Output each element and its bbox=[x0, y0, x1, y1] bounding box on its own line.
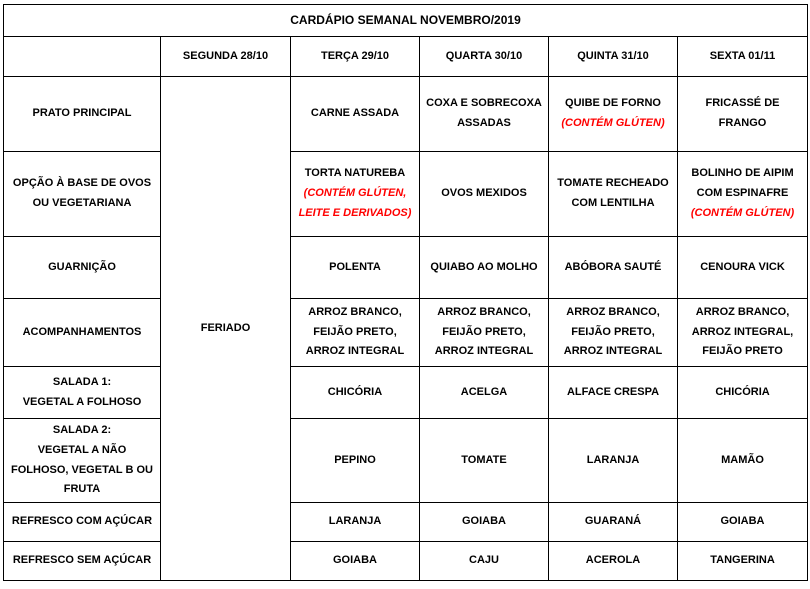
dish-name: OVOS MEXIDOS bbox=[441, 187, 527, 200]
menu-cell bbox=[420, 77, 549, 152]
dish-name: QUIABO AO MOLHO bbox=[430, 260, 538, 273]
menu-cell bbox=[420, 367, 549, 419]
holiday-cell: FERIADO bbox=[161, 77, 291, 581]
dish-name: CHICÓRIA bbox=[327, 385, 383, 398]
menu-cell bbox=[678, 367, 808, 419]
day-header-friday: SEXTA 01/11 bbox=[678, 37, 808, 77]
menu-cell bbox=[420, 542, 549, 581]
menu-cell bbox=[678, 503, 808, 542]
dish-name: TORTA NATUREBA bbox=[304, 167, 406, 180]
dish-name: COXA E SOBRECOXA ASSADAS bbox=[426, 97, 542, 129]
row-opcao-vegetariana bbox=[4, 152, 808, 237]
dish-name: QUIBE DE FORNO bbox=[565, 97, 661, 110]
row-refresco-com-acucar bbox=[4, 503, 808, 542]
menu-cell bbox=[420, 503, 549, 542]
allergen-warning: (CONTÉM GLÚTEN) bbox=[561, 117, 665, 129]
row-label-line: VEGETAL A FOLHOSO bbox=[22, 395, 142, 408]
menu-cell bbox=[291, 299, 420, 367]
dish-name: BOLINHO DE AIPIM COM ESPINAFRE bbox=[691, 167, 794, 200]
dish-name: CAJU bbox=[469, 554, 499, 567]
row-label-line: SALADA 1: bbox=[52, 375, 112, 388]
row-label-guarnicao: GUARNIÇÃO bbox=[4, 237, 161, 299]
row-label-opcao-vegetariana: OPÇÃO À BASE DE OVOS OU VEGETARIANA bbox=[4, 152, 161, 237]
row-label-refresco-sem-acucar: REFRESCO SEM AÇÚCAR bbox=[4, 542, 161, 581]
dish-name: TOMATE bbox=[461, 453, 507, 466]
dish-name: ABÓBORA SAUTÉ bbox=[564, 260, 662, 273]
dish-name: GOIABA bbox=[720, 515, 765, 528]
menu-cell bbox=[549, 299, 678, 367]
row-acompanhamentos bbox=[4, 299, 808, 367]
menu-cell bbox=[291, 77, 420, 152]
page-title: CARDÁPIO SEMANAL NOVEMBRO/2019 bbox=[4, 5, 808, 37]
menu-cell bbox=[549, 152, 678, 237]
menu-cell bbox=[678, 542, 808, 581]
menu-cell bbox=[420, 152, 549, 237]
weekly-menu-table bbox=[3, 4, 808, 581]
row-label-line: SALADA 2: bbox=[52, 424, 112, 436]
row-label-prato-principal: PRATO PRINCIPAL bbox=[4, 77, 161, 152]
day-header-monday: SEGUNDA 28/10 bbox=[161, 37, 291, 77]
dish-name: PEPINO bbox=[334, 453, 376, 466]
menu-cell bbox=[291, 367, 420, 419]
row-salada-2 bbox=[4, 419, 808, 503]
menu-cell bbox=[291, 419, 420, 503]
dish-name: LARANJA bbox=[586, 453, 640, 466]
allergen-warning: (CONTÉM GLÚTEN, bbox=[303, 187, 407, 200]
dish-name: ARROZ BRANCO, ARROZ INTEGRAL, FEIJÃO PRETO bbox=[691, 305, 794, 358]
menu-cell bbox=[420, 419, 549, 503]
day-header-tuesday: TERÇA 29/10 bbox=[291, 37, 420, 77]
row-refresco-sem-acucar bbox=[4, 542, 808, 581]
dish-name: MAMÃO bbox=[721, 453, 764, 466]
dish-name: ALFACE CRESPA bbox=[566, 385, 660, 398]
menu-cell bbox=[291, 152, 420, 237]
dish-name: GOIABA bbox=[462, 515, 506, 528]
dish-name: ARROZ BRANCO, FEIJÃO PRETO, ARROZ INTEGRAL bbox=[305, 305, 405, 358]
dish-name: POLENTA bbox=[329, 260, 381, 273]
row-label-refresco-com-acucar: REFRESCO COM AÇÚCAR bbox=[4, 503, 161, 542]
row-label-acompanhamentos: ACOMPANHAMENTOS bbox=[4, 299, 161, 367]
menu-cell bbox=[549, 503, 678, 542]
dish-name: CHICÓRIA bbox=[715, 385, 770, 398]
menu-cell bbox=[678, 419, 808, 503]
dish-name: CARNE ASSADA bbox=[310, 107, 400, 120]
allergen-warning: (CONTÉM GLÚTEN) bbox=[690, 206, 795, 219]
row-prato-principal bbox=[4, 77, 808, 152]
menu-cell bbox=[549, 237, 678, 299]
corner-empty-cell bbox=[4, 37, 161, 77]
menu-cell bbox=[678, 237, 808, 299]
dish-name: CENOURA VICK bbox=[700, 260, 785, 273]
dish-name: ACELGA bbox=[460, 385, 508, 398]
day-header-wednesday: QUARTA 30/10 bbox=[420, 37, 549, 77]
dish-name: GOIABA bbox=[333, 554, 377, 567]
allergen-warning: LEITE E DERIVADOS) bbox=[298, 206, 412, 219]
dish-name: LARANJA bbox=[328, 515, 382, 528]
menu-cell bbox=[291, 503, 420, 542]
row-salada-1 bbox=[4, 367, 808, 419]
row-label-line: VEGETAL A NÃO FOLHOSO, VEGETAL B OU FRUTA bbox=[11, 443, 153, 496]
row-label-salada-2 bbox=[4, 419, 161, 503]
dish-name: GUARANÁ bbox=[584, 515, 642, 528]
menu-cell bbox=[420, 237, 549, 299]
menu-cell bbox=[678, 77, 808, 152]
menu-cell bbox=[549, 542, 678, 581]
day-header-thursday: QUINTA 31/10 bbox=[549, 37, 678, 77]
title-row bbox=[4, 5, 808, 37]
dish-name: ARROZ BRANCO, FEIJÃO PRETO, ARROZ INTEGRAL bbox=[563, 305, 663, 358]
dish-name: TOMATE RECHEADO COM LENTILHA bbox=[557, 177, 669, 209]
menu-cell bbox=[678, 299, 808, 367]
menu-cell bbox=[291, 237, 420, 299]
row-guarnicao bbox=[4, 237, 808, 299]
menu-cell bbox=[549, 77, 678, 152]
dish-name: FRICASSÉ DE FRANGO bbox=[705, 97, 780, 129]
dish-name: ARROZ BRANCO, FEIJÃO PRETO, ARROZ INTEGRAL bbox=[434, 305, 534, 358]
row-label-salada-1 bbox=[4, 367, 161, 419]
dish-name: TANGERINA bbox=[710, 554, 775, 567]
day-header-row bbox=[4, 37, 808, 77]
menu-cell bbox=[678, 152, 808, 237]
dish-name: ACEROLA bbox=[585, 554, 641, 567]
menu-cell bbox=[420, 299, 549, 367]
menu-cell bbox=[549, 419, 678, 503]
menu-cell bbox=[549, 367, 678, 419]
menu-cell bbox=[291, 542, 420, 581]
